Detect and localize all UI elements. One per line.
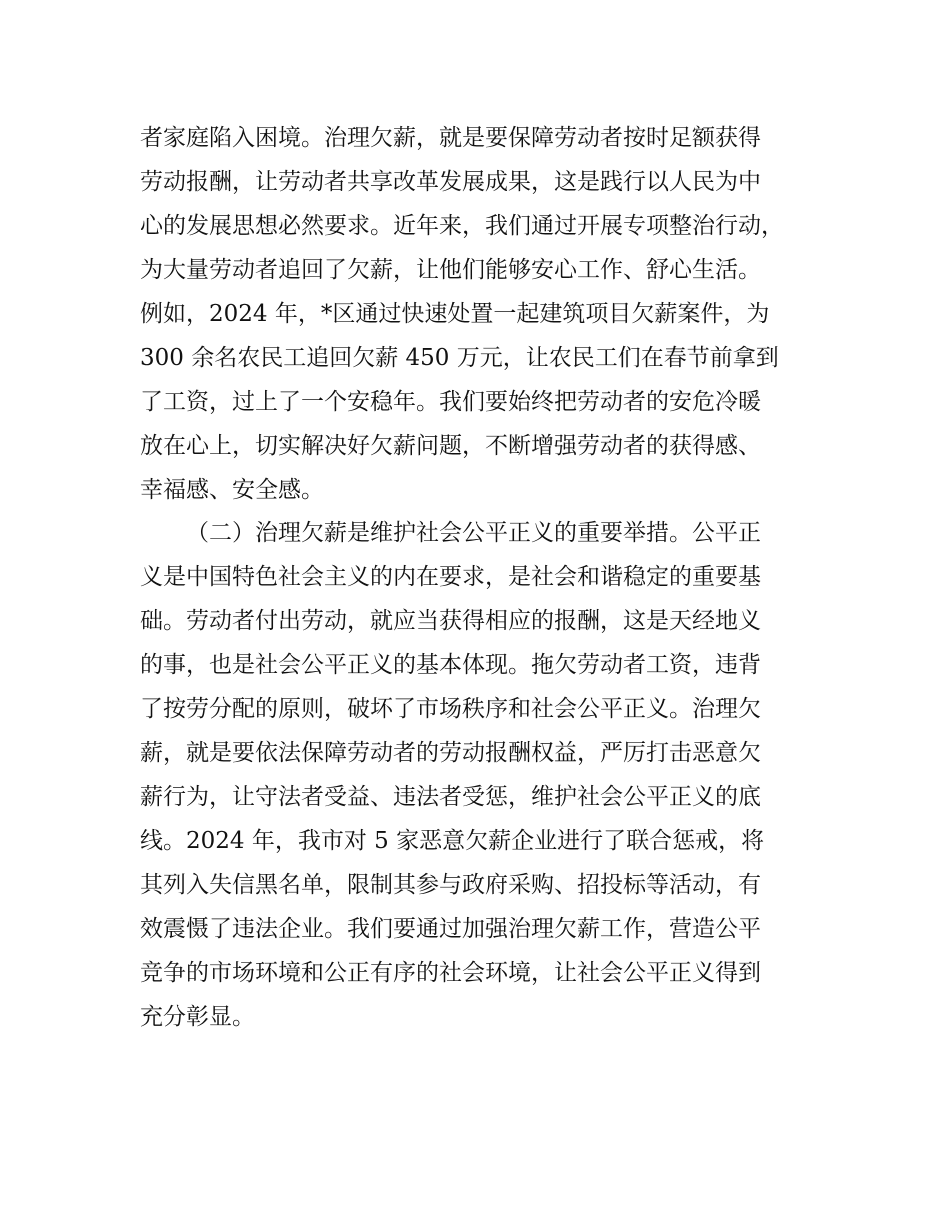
text-line: 的事，也是社会公平正义的基本体现。拖欠劳动者工资，违背	[140, 652, 761, 678]
text-line: 者家庭陷入困境。治理欠薪，就是要保障劳动者按时足额获得	[140, 125, 761, 151]
text-line: 心的发展思想必然要求。近年来，我们通过开展专项整治行动，	[140, 213, 784, 239]
text-line: 础。劳动者付出劳动，就应当获得相应的报酬，这是天经地义	[140, 608, 761, 634]
text-line: 放在心上，切实解决好欠薪问题，不断增强劳动者的获得感、	[140, 433, 761, 459]
text-line: 劳动报酬，让劳动者共享改革发展成果，这是践行以人民为中	[140, 169, 761, 195]
text-line: 了按劳分配的原则，破坏了市场秩序和社会公平正义。治理欠	[140, 696, 761, 722]
text-line: 竞争的市场环境和公正有序的社会环境，让社会公平正义得到	[140, 960, 761, 986]
text-line: 300 余名农民工追回欠薪 450 万元，让农民工们在春节前拿到	[140, 345, 779, 371]
text-line: 了工资，过上了一个安稳年。我们要始终把劳动者的安危冷暖	[140, 389, 761, 415]
text-line: 其列入失信黑名单，限制其参与政府采购、招投标等活动，有	[140, 872, 761, 898]
text-line: 效震慑了违法企业。我们要通过加强治理欠薪工作，营造公平	[140, 916, 761, 942]
paragraph-section-two	[140, 511, 820, 1039]
text-line: 幸福感、安全感。	[140, 477, 324, 503]
text-line: 线。2024 年，我市对 5 家恶意欠薪企业进行了联合惩戒，将	[140, 828, 765, 854]
section-heading-line: （二）治理欠薪是维护社会公平正义的重要举措。公平正	[186, 520, 761, 546]
text-line: 为大量劳动者追回了欠薪，让他们能够安心工作、舒心生活。	[140, 257, 761, 283]
text-line: 薪，就是要依法保障劳动者的劳动报酬权益，严厉打击恶意欠	[140, 740, 761, 766]
text-line: 义是中国特色社会主义的内在要求，是社会和谐稳定的重要基	[140, 564, 761, 590]
text-line: 充分彰显。	[140, 1004, 255, 1030]
paragraph-continued	[140, 116, 820, 512]
text-line: 例如，2024 年，*区通过快速处置一起建筑项目欠薪案件，为	[140, 301, 770, 327]
text-line: 薪行为，让守法者受益、违法者受惩，维护社会公平正义的底	[140, 784, 761, 810]
